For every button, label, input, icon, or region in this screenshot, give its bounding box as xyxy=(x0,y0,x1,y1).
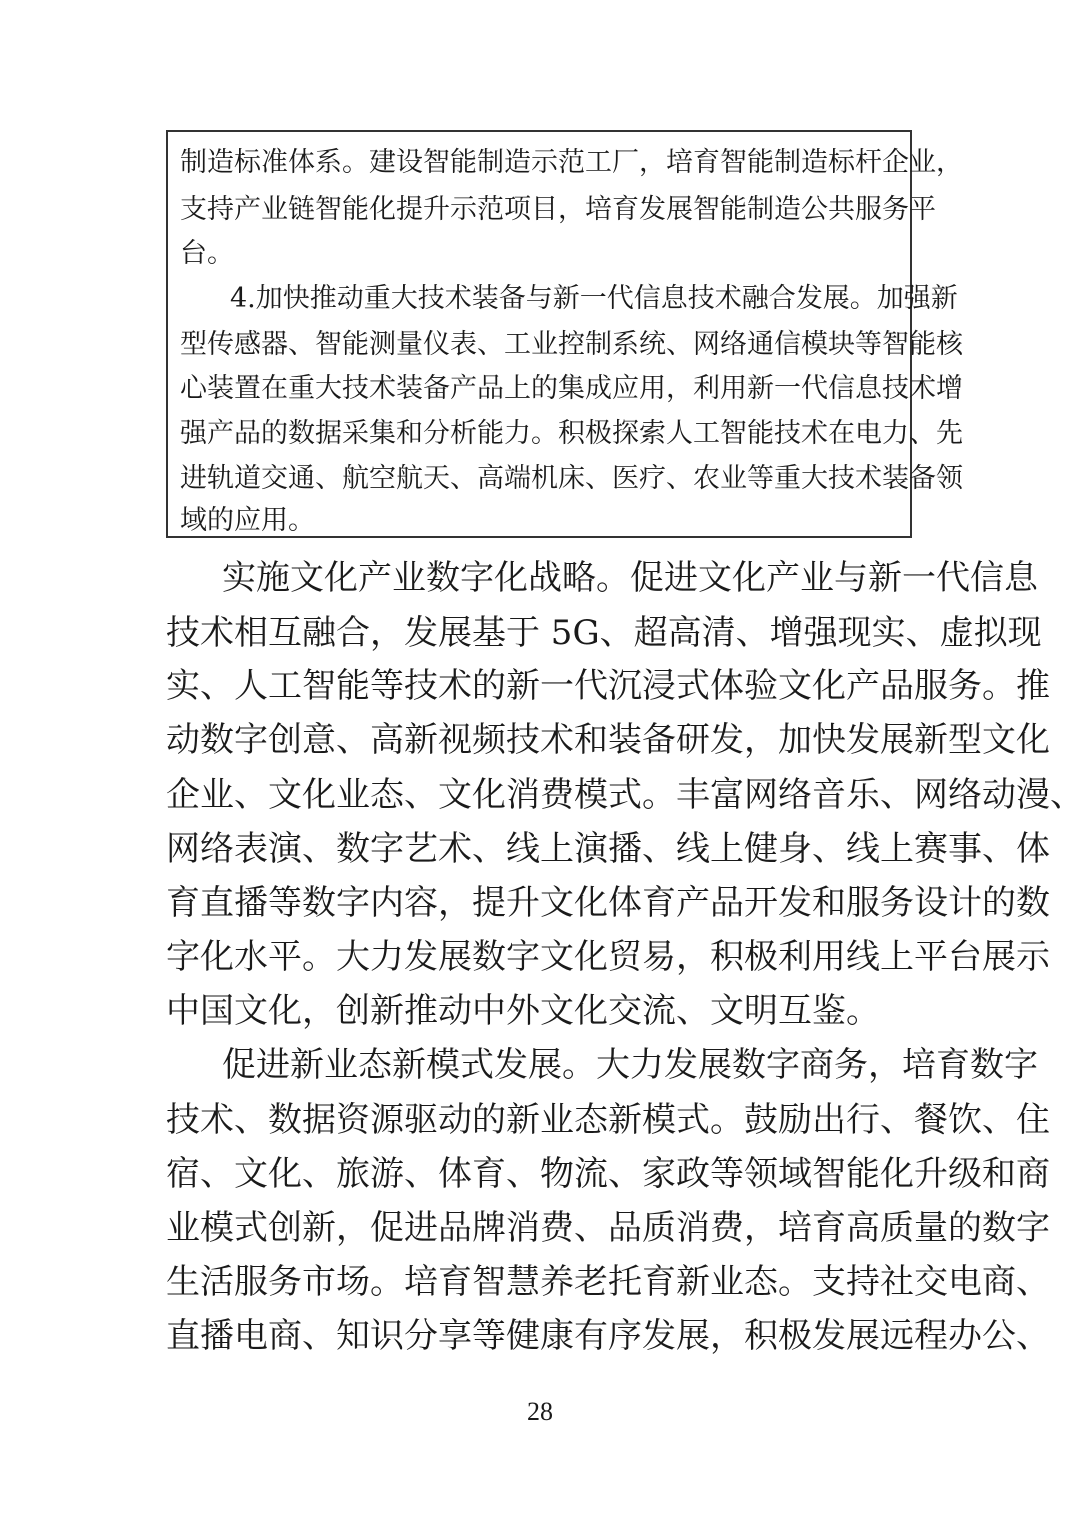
box-line: 心装置在重大技术装备产品上的集成应用，利用新一代信息技术增 xyxy=(180,373,963,404)
box-line: 支持产业链智能化提升示范项目，培育发展智能制造公共服务平 xyxy=(180,194,936,225)
box-line: 4.加快推动重大技术装备与新一代信息技术融合发展。加强新 xyxy=(230,283,958,314)
paragraph-line: 中国文化，创新推动中外文化交流、文明互鉴。 xyxy=(166,991,880,1031)
box-line: 强产品的数据采集和分析能力。积极探索人工智能技术在电力、先 xyxy=(180,418,963,449)
page-number: 28 xyxy=(527,1397,553,1426)
paragraph-line: 字化水平。大力发展数字文化贸易，积极利用线上平台展示 xyxy=(166,937,1050,977)
paragraph-line: 动数字创意、高新视频技术和装备研发，加快发展新型文化 xyxy=(166,720,1050,760)
paragraph-line: 技术相互融合，发展基于 5G、超高清、增强现实、虚拟现 xyxy=(166,613,1042,653)
paragraph-line: 生活服务市场。培育智慧养老托育新业态。支持社交电商、 xyxy=(166,1262,1050,1302)
paragraph-line: 促进新业态新模式发展。大力发展数字商务，培育数字 xyxy=(222,1045,1038,1085)
box-line: 制造标准体系。建设智能制造示范工厂，培育智能制造标杆企业， xyxy=(180,147,963,178)
paragraph-line: 业模式创新，促进品牌消费、品质消费，培育高质量的数字 xyxy=(166,1208,1050,1248)
box-line: 进轨道交通、航空航天、高端机床、医疗、农业等重大技术装备领 xyxy=(180,463,963,494)
paragraph-line: 实、人工智能等技术的新一代沉浸式体验文化产品服务。推 xyxy=(166,666,1050,706)
paragraph-line: 直播电商、知识分享等健康有序发展，积极发展远程办公、 xyxy=(166,1316,1050,1356)
highlight-box xyxy=(166,130,963,538)
paragraph-line: 企业、文化业态、文化消费模式。丰富网络音乐、网络动漫、 xyxy=(166,775,1084,815)
paragraph-line: 育直播等数字内容，提升文化体育产品开发和服务设计的数 xyxy=(166,883,1050,923)
box-line: 域的应用。 xyxy=(180,505,315,536)
box-line: 型传感器、智能测量仪表、工业控制系统、网络通信模块等智能核 xyxy=(180,329,963,360)
paragraph-line: 实施文化产业数字化战略。促进文化产业与新一代信息 xyxy=(222,558,1038,598)
paragraph-line: 宿、文化、旅游、体育、物流、家政等领域智能化升级和商 xyxy=(166,1154,1050,1194)
paragraph-line: 技术、数据资源驱动的新业态新模式。鼓励出行、餐饮、住 xyxy=(166,1100,1050,1140)
box-line: 台。 xyxy=(180,238,234,269)
paragraph-line: 网络表演、数字艺术、线上演播、线上健身、线上赛事、体 xyxy=(166,829,1050,869)
